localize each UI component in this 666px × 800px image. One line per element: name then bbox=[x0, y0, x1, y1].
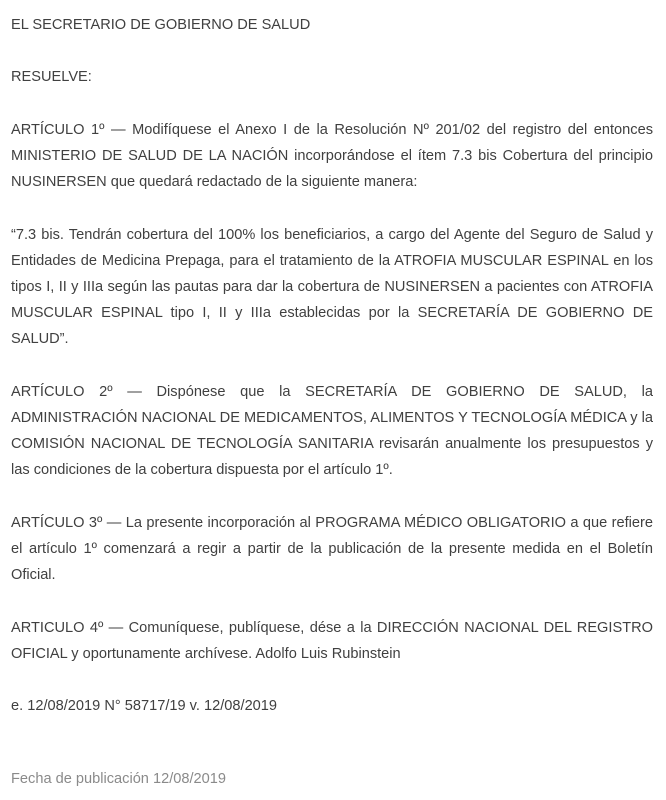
resolves-label: RESUELVE: bbox=[11, 69, 92, 86]
resolution-document bbox=[11, 12, 653, 719]
article-4: ARTICULO 4º — Comuníquese, publíquese, dése a la DIRECCIÓN NACIONAL DEL REGISTRO OFICIAL y oportunamente archívese. Adolfo Luis Rubinstein bbox=[11, 619, 653, 662]
edition-line: e. 12/08/2019 N° 58717/19 v. 12/08/2019 bbox=[11, 698, 278, 715]
article-2: ARTÍCULO 2º — Dispónese que la SECRETARÍA DE GOBIERNO DE SALUD, la ADMINISTRACIÓN NACIONAL DE MEDICAMENTOS, ALIMENTOS Y TECNOLOGÍA MÉDICA y la COMISIÓN NACIONAL DE TECNOLOGÍA SANITARIA revisarán anualmente los presupuestos y las condiciones de la cobertura dispuesta por el artículo 1º. bbox=[11, 383, 653, 479]
article-1-quoted-item: “7.3 bis. Tendrán cobertura del 100% los beneficiarios, a cargo del Agente del Seguro de Salud y Entidades de Medicina Prepaga, para el tratamiento de la ATROFIA MUSCULAR ESPINAL en los tipos I, II y IIIa según las pautas para dar la cobertura de NUSINERSEN a pacientes con ATROFIA MUSCULAR ESPINAL tipo I, II y IIIa establecidas por la SECRETARÍA DE GOBIERNO DE SALUD”. bbox=[11, 226, 653, 348]
publication-date: Fecha de publicación 12/08/2019 bbox=[11, 771, 227, 787]
article-1: ARTÍCULO 1º — Modifíquese el Anexo I de la Resolución Nº 201/02 del registro del entonces MINISTERIO DE SALUD DE LA NACIÓN incorporándose el ítem 7.3 bis Cobertura del principio NUSINERSEN que quedará redactado de la siguiente manera: bbox=[11, 121, 653, 191]
article-3: ARTÍCULO 3º — La presente incorporación al PROGRAMA MÉDICO OBLIGATORIO a que refiere el artículo 1º comenzará a regir a partir de la publicación de la presente medida en el Boletín Oficial. bbox=[11, 514, 653, 584]
document-heading: EL SECRETARIO DE GOBIERNO DE SALUD bbox=[11, 17, 311, 33]
